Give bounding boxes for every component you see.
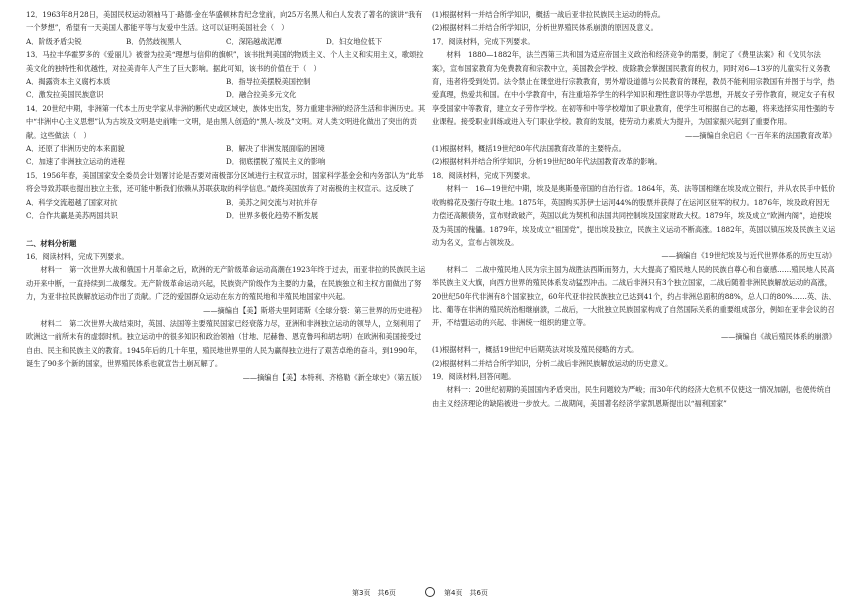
option-d: D．融合拉美多元文化 [226, 90, 297, 100]
question-13: 13．马拉丰华霍罗多的《爱丽儿》被誉为拉美“理想与信仰的旗帜”，该书批判美国的物质主义、个人主义和实用主义，歌颂拉美文化的独特性和优越性，对拉美青年人产生了巨大影响。据此可知，该书的价值在于（ ） [26, 50, 424, 73]
question-19: 19．阅读材料,回答问题。 [432, 371, 516, 381]
material-2: 材料二 第二次世界大战结束时，英国、法国等主要殖民国家已经衰落力尽，亚洲和非洲独立运动的领导人，立刻利用了欧洲这一前所未有的虚弱时机。独立运动中的很多知识和政治领袖（甘地、尼赫鲁、恩克鲁玛和胡志明）在欧洲和美国接受过自由、民主和民族主义的教育。1945年后的几十年里，殖民地世界里的人民为赢得独立进行了艰苦卓绝的奋斗，到1990年，诞生了90多个新的国家，世界殖民体系也就宣告土崩瓦解了。 [26, 318, 422, 369]
material-19: 材料一：20世纪初期的美国国内矛盾突出，民生问题较为严峻；而30年代的经济大危机不仅使这一情况加剧，也使传统自由主义经济理论的缺陷被进一步放大。二战期间，美国著名经济学家凯恩斯提出以“福利国家” [432, 385, 832, 408]
section-heading: 二、材料分析题 [26, 238, 77, 248]
question-12: 12．1963年8月28日，美国民权运动领袖马丁·路德·金在华盛顿林肯纪念堂前，向25万名黑人和白人发表了著名的演讲“我有一个梦想”，希望有一天美国人都能平等与友爱中生活。这可以证明美国社会（ ） [26, 10, 423, 33]
option-a: A．揭露资本主义腐朽本质 [26, 77, 111, 87]
option-b: B．仍然歧视黑人 [126, 36, 182, 46]
option-c: C．合作共赢是美苏两国共识 [26, 211, 118, 221]
question-18: 18．阅读材料，完成下列要求。 [432, 170, 535, 180]
material-1: 材料一 第一次世界大战和俄国十月革命之后，欧洲的无产阶级革命运动高潮在1923年终于过去，而亚非拉的民族民主运动开来中断，一直持续到二战爆发。无产阶级革命运动兴起，民族资产阶级作为主要的力量，在民族独立和主权方面做出了努力，为亚非拉民族解放运动作出了贡献。广泛的爱国群众运动在东方的殖民地和半殖民地国家中兴起。 [26, 265, 426, 302]
question-14: 14．20世纪中期，非洲第一代本土历史学家从非洲的断代史或区域史，族体史出发，努力重建非洲的经济生活和非洲历史。其中“非洲中心主义思想”认为古埃及文明是史前唯一文明，是由黑人创造的“黑人-埃及”文明。对人类文明进化做出了突出的贡献。这些做法（ ） [26, 103, 426, 140]
material-18-1: 材料一 16—19世纪中期，埃及是奥斯曼帝国的自治行省。1864年，英、法等国相继在埃及成立银行，并从农民手中低价收购棉花及强行夺取土地。1875年，英国购买苏伊士运河44%的股票并获得了在运河区驻军的权力。1876年，埃及政府因无力偿还高额债务，宣布财政破产，英国以此为契机和法国共同控制埃及国家财政大权。1879年，埃及成立“欧洲内阁”，迫使埃及为英国的傀儡。1879年，埃及成立“祖国党”，提出埃及独立，民族主义运动不断高涨。1882年，英国以镇压埃及民族主义运动为名义，宣布占领埃及。 [432, 184, 836, 247]
option-c: C．激发拉美国民族意识 [26, 90, 104, 100]
question-15-options [26, 196, 426, 223]
question-12-options [26, 35, 426, 48]
question-15: 15．1956年春，美国国家安全委员会计划署讨论是否要对南极部分区域进行主权宣示时，国家科学基金会和内务部认为“此举将会导致苏联也提出独立主张，还可能中断我们依赖从苏联获取的科学信息。”最终美国放弃了对南极的主权宣示。这反映了 [26, 170, 424, 194]
option-b: B．指导拉美摆脱美国控制 [226, 77, 311, 87]
page-number-left: 第3页 共6页 [352, 589, 396, 597]
question-17: 17．阅读材料，完成下列要求。 [432, 36, 535, 46]
binding-hole-icon [425, 587, 435, 597]
option-b: B．美苏之间交流与对抗并存 [226, 197, 318, 207]
material-18-2: 材料二 二战中殖民地人民为宗主国为战胜法西斯而努力，大大提高了殖民地人民的民族自尊心和自豪感……殖民地人民高举民族主义大旗，向西方世界的殖民体系发动猛烈冲击。二战后非洲只有3个独立国家，二战后随着非洲民族解放运动的高涨，20世纪50年代非洲有8个国家独立，60年代亚非拉民族独立已达到41个，约占非洲总面积的88%，总人口的80%……英、法、比、葡等在非洲的殖民统治相继崩溃，二战后，一大批独立民族国家构成了自然国际关系的重要组成部分，例如在亚非会议的召开，不结盟运动的兴起、非洲统一组织的建立等。 [432, 264, 836, 328]
option-a: A．还原了非洲历史的本来面貌 [26, 144, 125, 154]
material-18-2-source: ——摘编自《战后殖民体系的崩溃》 [720, 331, 836, 341]
right-column [432, 8, 836, 410]
material-1-source: ——摘编自【美】斯塔夫里阿诺斯《全球分裂：第三世界的历史进程》 [203, 305, 426, 315]
sub-question-17-2: (2)根据材料并结合所学知识，分析19世纪80年代法国教育改革的影响。 [432, 157, 662, 167]
option-c: C．加速了非洲独立运动的进程 [26, 157, 125, 167]
left-column [26, 8, 426, 384]
option-d: D．世界多极化趋势不断发展 [226, 211, 319, 221]
material-17-source: ——摘编自余启启《一百年来的法国教育改革》 [685, 130, 836, 140]
sub-question-17-1: (1)根据材料，概括19世纪80年代法国教育改革的主要特点。 [432, 144, 626, 154]
material-18-1-source: ——摘编自《19世纪埃及与近代世界体系的历史互动》 [661, 251, 836, 261]
question-14-options [26, 142, 426, 169]
option-a: A．科学交流超越了国家对抗 [26, 197, 118, 207]
sub-question-18-1: (1)根据材料一，概括19世纪中后期英法对埃及殖民侵略的方式。 [432, 345, 639, 355]
option-d: D．彻底摆脱了殖民主义的影响 [226, 157, 326, 167]
sub-question-16-2: (2)根据材料二并结合所学知识，分析世界殖民体系崩溃的原因及意义。 [432, 23, 658, 33]
question-13-options [26, 75, 426, 102]
material-17: 材料 1880—1882年，法兰西第三共和国为适应帝国主义政治和经济竞争的需要，制定了《费里法案》和《戈贝尔法案》，宣布国家教育为免费教育和宗教中立，美国教会学校、废除教会掌握国民教育的权力，同时对6—13岁的儿童实行义务教育，违者将受到处罚。法令禁止在课堂进行宗教教育，男外增设道德与公民教育的课程，教员不能利用宗教国有并图于与学，热爱真理，热爱共和国。在中小学教育中，有注重培养学生的科学知识和理性意识等办学思想，开展女子劳作教育，规定女子有权享受国家中等教育，建立女子劳作学校。在初等和中等学校增加了职业教育，使学生可根据自己的志趣，将来选择实用性强的专业课程。接受职业训练或进入专门职业学校。教育的发展，使劳动力素质大为提升，为国家振兴起到了重要作用。 [432, 50, 835, 127]
question-16: 16．阅读材料，完成下列要求。 [26, 251, 129, 261]
material-2-source: ——摘编自【美】本特利、齐格勒《新全球史》（第五版） [242, 372, 426, 382]
option-a: A．阶级矛盾尖锐 [26, 36, 82, 46]
page-number-right: 第4页 共6页 [444, 589, 488, 597]
option-c: C．深陷越战泥潭 [226, 36, 282, 46]
option-d: D．妇女地位低下 [326, 36, 383, 46]
option-b: B．解决了非洲发展面临的困境 [226, 144, 325, 154]
sub-question-16-1: (1)根据材料一并结合所学知识，概括一战后亚非拉民族民主运动的特点。 [432, 10, 665, 19]
sub-question-18-2: (2)根据材料二并结合所学知识，分析二战后非洲民族解放运动的历史意义。 [432, 358, 673, 368]
